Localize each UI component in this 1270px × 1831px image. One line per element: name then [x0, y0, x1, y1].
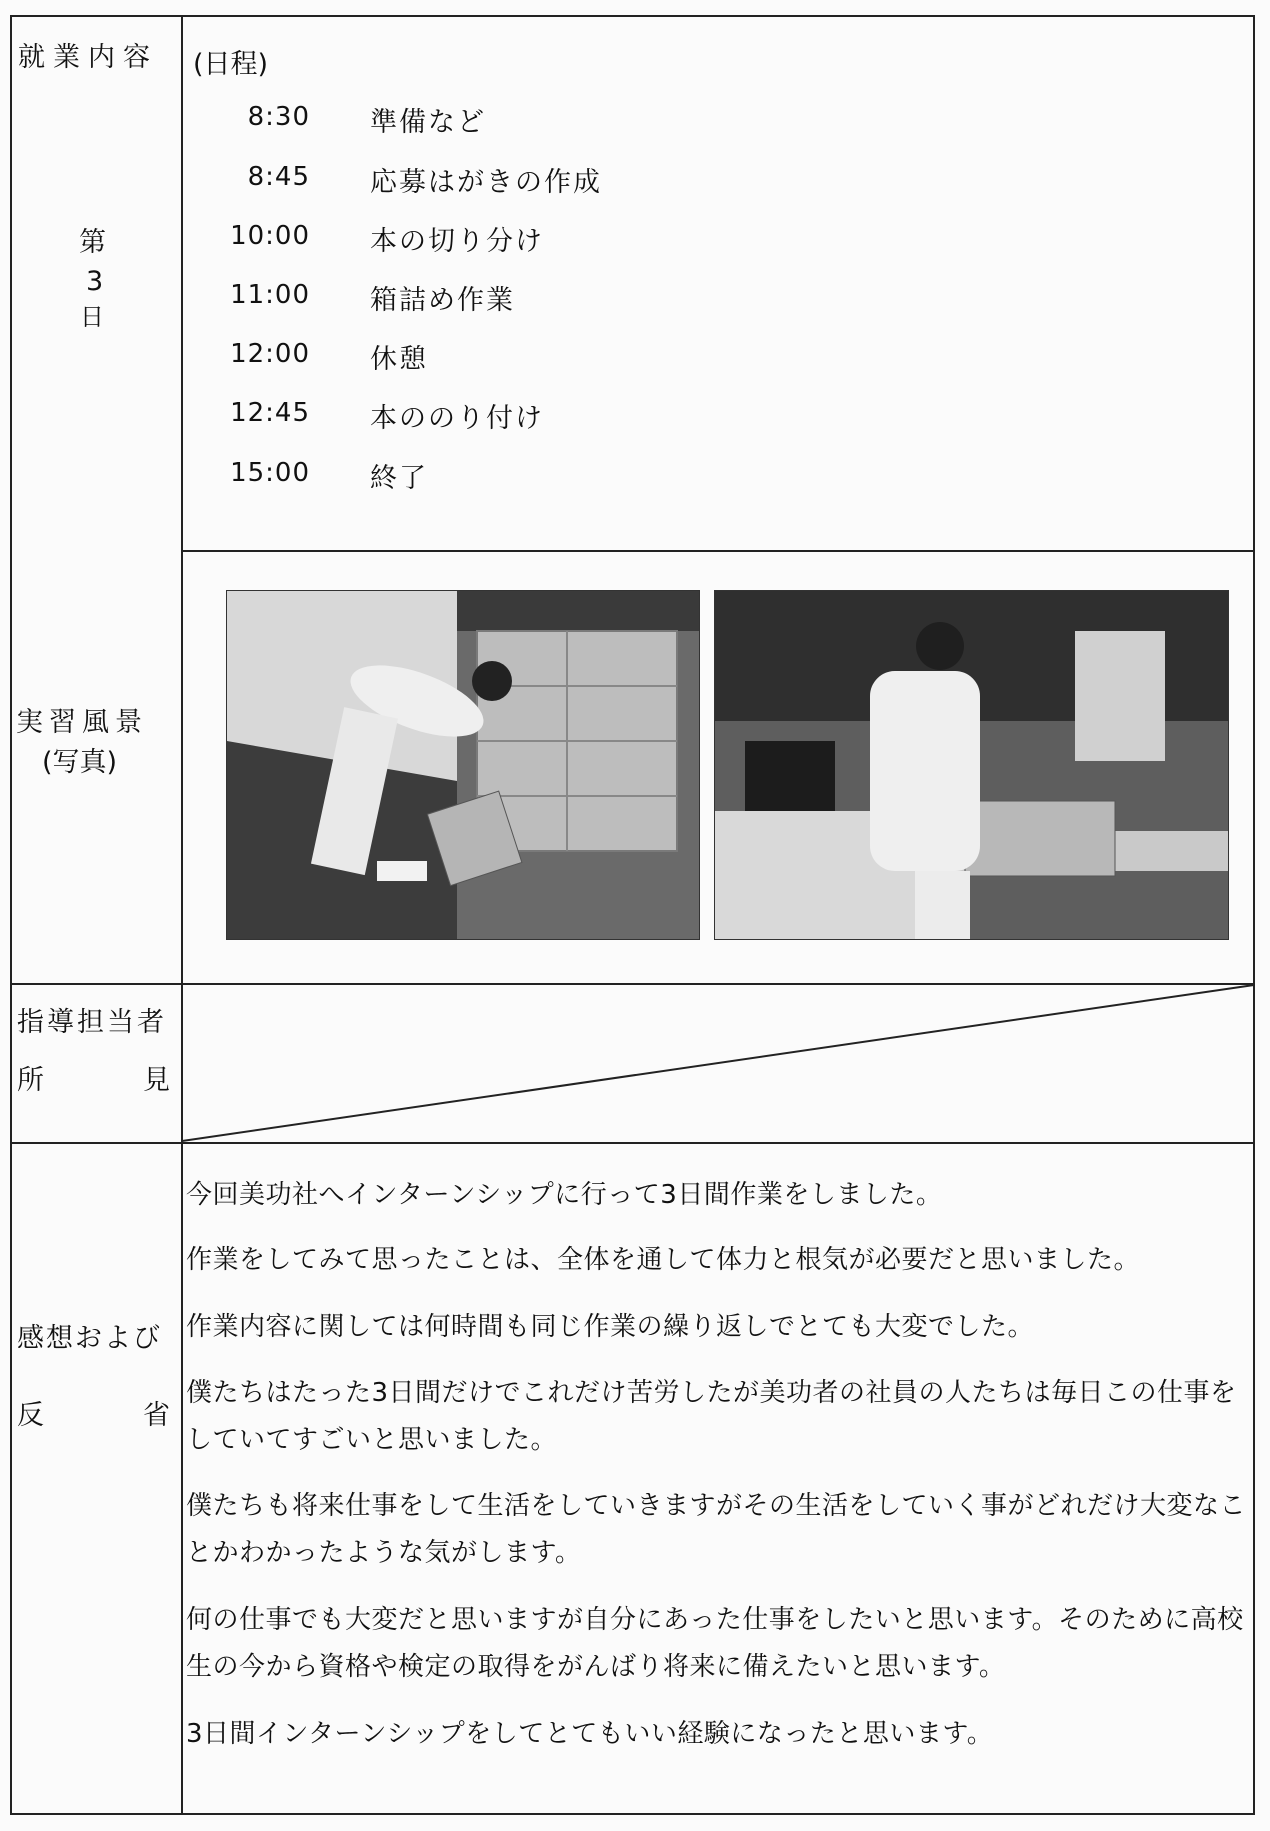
schedule-time: 12:45 — [230, 398, 310, 428]
schedule-task: 本の切り分け — [370, 226, 544, 257]
schedule-task: 応募はがきの作成 — [370, 167, 602, 198]
label-reflection-2: 省 — [143, 1400, 170, 1431]
impression-paragraph: 僕たちはたった3日間だけでこれだけ苦労したが美功者の社員の人たちは毎日この仕事をしていてすごいと思いました。 — [186, 1378, 1237, 1455]
photo-worker-taping-box — [714, 590, 1229, 940]
impression-paragraph: 今回美功社へインターンシップに行って3日間作業をしました。 — [186, 1180, 943, 1210]
row-divider-schedule — [181, 550, 1255, 552]
label-day-number-2: 3 — [86, 266, 104, 297]
schedule-task: 準備など — [370, 107, 486, 138]
schedule-task: 箱詰め作業 — [370, 285, 515, 316]
row-divider-supervisor — [10, 1142, 1255, 1144]
label-day-number-3: 日 — [80, 303, 104, 331]
photo-worker-lifting-box — [226, 590, 700, 940]
schedule-time: 8:30 — [247, 102, 310, 132]
label-work-content: 就業内容 — [18, 42, 158, 73]
impression-paragraph: 僕たちも将来仕事をして生活をしていきますがその生活をしていく事がどれだけ大変なことかわかったような気がします。 — [186, 1491, 1247, 1568]
schedule-time: 11:00 — [230, 280, 310, 310]
schedule-time: 12:00 — [230, 339, 310, 369]
label-impressions: 感想および — [17, 1323, 162, 1354]
column-divider — [181, 15, 183, 1815]
schedule-time: 15:00 — [230, 458, 310, 488]
impression-paragraph: 作業をしてみて思ったことは、全体を通して体力と根気が必要だと思いました。 — [186, 1245, 1141, 1275]
label-photo: (写真) — [42, 747, 118, 778]
supervisor-blank-diagonal — [182, 984, 1255, 1142]
schedule-time: 8:45 — [247, 162, 310, 192]
schedule-header: (日程) — [193, 49, 269, 80]
schedule-task: 休憩 — [370, 344, 428, 375]
schedule-task: 終了 — [370, 463, 428, 494]
label-reflection-1: 反 — [17, 1400, 44, 1431]
schedule-time: 10:00 — [230, 221, 310, 251]
label-practice-scene: 実習風景 — [16, 707, 148, 738]
label-day-number-1: 第 — [79, 227, 106, 258]
impression-paragraph: 作業内容に関しては何時間も同じ作業の繰り返しでとても大変でした。 — [186, 1312, 1035, 1342]
label-opinion-2: 見 — [143, 1065, 170, 1096]
label-supervisor: 指導担当者 — [17, 1007, 167, 1038]
label-opinion-1: 所 — [17, 1065, 44, 1096]
schedule-task: 本ののり付け — [370, 403, 544, 434]
impression-paragraph: 何の仕事でも大変だと思いますが自分にあった仕事をしたいと思います。そのために高校生の今から資格や検定の取得をがんばり将来に備えたいと思います。 — [186, 1605, 1244, 1682]
impression-paragraph: 3日間インターンシップをしてとてもいい経験になったと思います。 — [186, 1719, 994, 1749]
